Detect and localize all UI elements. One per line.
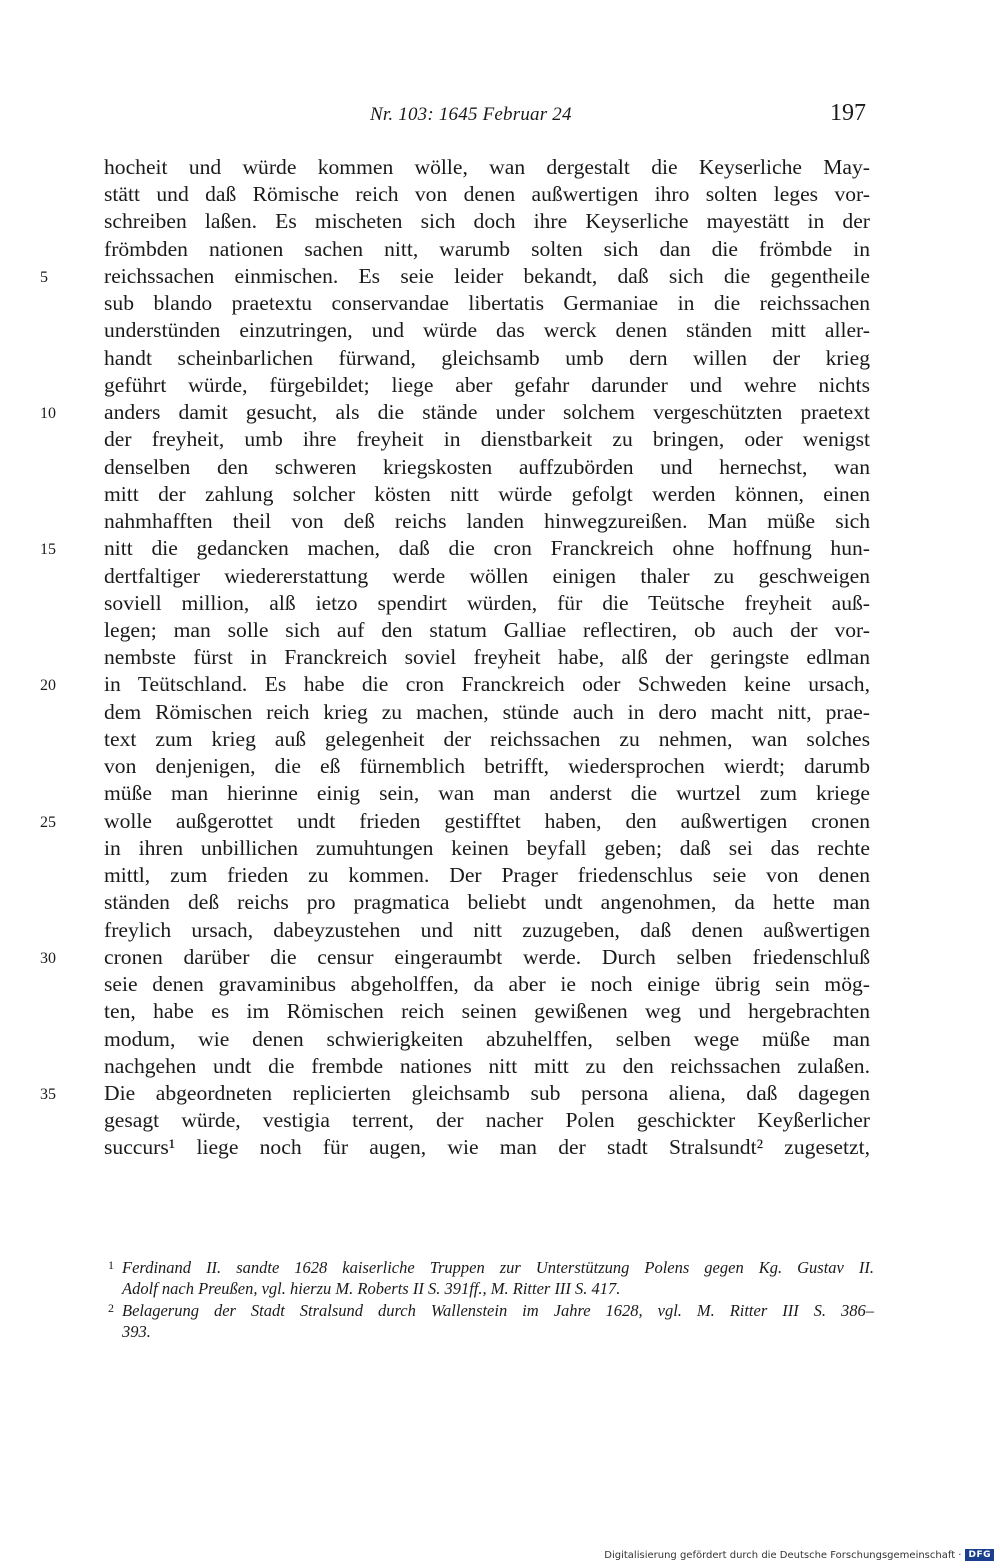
text-line bbox=[104, 862, 870, 889]
line-text: nitt die gedancken machen, daß die cron Franckreich ohne hoffnung hun- bbox=[104, 536, 870, 561]
text-line bbox=[104, 1053, 870, 1080]
text-line bbox=[104, 454, 870, 481]
text-line bbox=[40, 263, 870, 290]
line-text: frömbden nationen sachen nitt, warumb solten sich dan die frömbde in bbox=[104, 236, 870, 261]
text-line bbox=[104, 372, 870, 399]
footnote-line bbox=[104, 1257, 874, 1278]
line-text: soviell million, alß ietzo spendirt würden, für die Teütsche freyheit auß- bbox=[104, 590, 870, 615]
line-text: müße man hierinne einig sein, wan man anderst die wurtzel zum kriege bbox=[104, 781, 870, 806]
line-text: dertfaltiger wiedererstattung werde wöllen einigen thaler zu geschweigen bbox=[104, 563, 870, 588]
text-line bbox=[104, 889, 870, 916]
line-text: nahmhafften theil von deß reichs landen hinwegzureißen. Man müße sich bbox=[104, 509, 870, 534]
line-text: schreiben laßen. Es mischeten sich doch ihre Keyserliche mayestätt in der bbox=[104, 209, 870, 234]
text-line bbox=[104, 1107, 870, 1134]
text-line bbox=[104, 181, 870, 208]
line-text: nachgehen undt die frembde nationes nitt mitt zu den reichssachen zulaßen. bbox=[104, 1053, 870, 1078]
line-text: reichssachen einmischen. Es seie leider bekandt, daß sich die gegentheile bbox=[104, 263, 870, 288]
text-line bbox=[104, 290, 870, 317]
text-line bbox=[104, 971, 870, 998]
text-line bbox=[104, 917, 870, 944]
text-line bbox=[104, 617, 870, 644]
line-number: 10 bbox=[40, 405, 56, 423]
footnote-line bbox=[104, 1278, 874, 1299]
line-text: mittl, zum frieden zu kommen. Der Prager friedenschlus seie von denen bbox=[104, 863, 870, 888]
text-line bbox=[104, 317, 870, 344]
text-line bbox=[104, 1134, 870, 1161]
line-text: hocheit und würde kommen wölle, wan dergestalt die Keyserliche May- bbox=[104, 155, 870, 179]
text-line bbox=[104, 644, 870, 671]
line-text: text zum krieg auß gelegenheit der reichssachen zu nehmen, wan solches bbox=[104, 726, 870, 751]
text-line bbox=[104, 590, 870, 617]
line-text: cronen darüber die censur eingeraumbt werde. Durch selben friedenschluß bbox=[104, 944, 870, 969]
footnote-mark: 2 bbox=[108, 1300, 114, 1315]
line-text: gesagt würde, vestigia terrent, der nacher Polen geschickter Keyßerlicher bbox=[104, 1108, 870, 1133]
text-line bbox=[104, 998, 870, 1025]
line-text: wolle außgerottet undt frieden gestifftet haben, den außwertigen cronen bbox=[104, 808, 870, 833]
line-text: freylich ursach, dabeyzustehen und nitt zuzugeben, daß denen außwertigen bbox=[104, 917, 870, 942]
line-text: mitt der zahlung solcher kösten nitt würde gefolgt werden können, einen bbox=[104, 481, 870, 506]
footnotes bbox=[104, 1257, 874, 1343]
line-text: sub blando praetextu conservandae libertatis Germaniae in die reichssachen bbox=[104, 291, 870, 316]
line-text: succurs¹ liege noch für augen, wie man der stadt Stralsundt² zugesetzt, bbox=[104, 1135, 870, 1160]
text-line bbox=[104, 481, 870, 508]
text-line bbox=[104, 508, 870, 535]
line-text: geführt würde, fürgebildet; liege aber gefahr darunder und wehre nichts bbox=[104, 372, 870, 397]
line-number: 5 bbox=[40, 268, 48, 286]
dfg-logo: DFG bbox=[965, 1549, 994, 1561]
line-text: der freyheit, umb ihre freyheit in dienstbarkeit zu bringen, oder wenigst bbox=[104, 427, 870, 452]
footnote-text: Ferdinand II. sandte 1628 kaiserliche Truppen zur Unterstützung Polens gegen Kg. Gustav II. bbox=[122, 1258, 874, 1277]
line-text: nembste fürst in Franckreich soviel freyheit habe, alß der geringste edlman bbox=[104, 645, 870, 670]
footnote-text: Adolf nach Preußen, vgl. hierzu M. Roberts II S. 391ff., M. Ritter III S. 417. bbox=[122, 1279, 621, 1299]
line-text: modum, wie denen schwierigkeiten abzuhelffen, selben wege müße man bbox=[104, 1026, 870, 1051]
text-line bbox=[104, 154, 870, 181]
text-line bbox=[40, 808, 870, 835]
body-text bbox=[40, 154, 870, 1162]
line-text: denselben den schweren kriegskosten auffzubörden und hernechst, wan bbox=[104, 454, 870, 479]
text-line bbox=[40, 1080, 870, 1107]
footnote-line bbox=[104, 1300, 874, 1321]
line-text: ten, habe es im Römischen reich seinen gewißenen weg und hergebrachten bbox=[104, 999, 870, 1024]
text-line bbox=[104, 753, 870, 780]
line-text: ständen deß reichs pro pragmatica beliebt undt angenohmen, da hette man bbox=[104, 890, 870, 915]
line-text: dem Römischen reich krieg zu machen, stünde auch in dero macht nitt, prae- bbox=[104, 699, 870, 724]
line-text: understünden einzutringen, und würde das werck denen ständen mitt aller- bbox=[104, 318, 870, 343]
text-line bbox=[104, 699, 870, 726]
line-text: in Teütschland. Es habe die cron Franckreich oder Schweden keine ursach, bbox=[104, 672, 870, 697]
line-text: in ihren unbillichen zumuhtungen keinen beyfall geben; daß sei das rechte bbox=[104, 835, 870, 860]
line-text: seie denen gravaminibus abgeholffen, da aber ie noch einige übrig sein mög- bbox=[104, 972, 870, 997]
line-text: handt scheinbarlichen fürwand, gleichsamb umb dern willen der krieg bbox=[104, 345, 870, 370]
credit-text: Digitalisierung gefördert durch die Deutsche Forschungsgemeinschaft · bbox=[604, 1549, 962, 1561]
text-line bbox=[104, 563, 870, 590]
digitization-credit bbox=[604, 1547, 994, 1563]
text-line bbox=[104, 426, 870, 453]
footnote-text: 393. bbox=[122, 1322, 151, 1342]
text-line bbox=[40, 944, 870, 971]
text-line bbox=[40, 671, 870, 698]
text-line bbox=[40, 535, 870, 562]
line-number: 20 bbox=[40, 677, 56, 695]
page-number: 197 bbox=[830, 100, 866, 126]
footnote-mark: 1 bbox=[108, 1258, 114, 1272]
footnote-text: Belagerung der Stadt Stralsund durch Wallenstein im Jahre 1628, vgl. M. Ritter III S. 386– bbox=[122, 1300, 874, 1320]
text-line bbox=[104, 345, 870, 372]
footnote-line bbox=[104, 1321, 874, 1342]
line-text: anders damit gesucht, als die stände under solchem vergeschützten praetext bbox=[104, 400, 870, 425]
text-line bbox=[104, 236, 870, 263]
text-line bbox=[104, 780, 870, 807]
text-line bbox=[104, 208, 870, 235]
footnote bbox=[104, 1300, 874, 1343]
footnote bbox=[104, 1257, 874, 1300]
line-text: Die abgeordneten replicierten gleichsamb sub persona aliena, daß dagegen bbox=[104, 1080, 870, 1105]
running-title: Nr. 103: 1645 Februar 24 bbox=[370, 104, 572, 125]
text-line bbox=[104, 726, 870, 753]
line-text: von denjenigen, die eß fürnemblich betrifft, wiedersprochen wierdt; darumb bbox=[104, 754, 870, 779]
line-number: 25 bbox=[40, 813, 56, 831]
line-number: 15 bbox=[40, 541, 56, 559]
running-header bbox=[100, 100, 870, 130]
line-number: 30 bbox=[40, 949, 56, 967]
line-text: legen; man solle sich auf den statum Galliae reflectiren, ob auch der vor- bbox=[104, 617, 870, 642]
line-text: stätt und daß Römische reich von denen außwertigen ihro solten leges vor- bbox=[104, 182, 870, 207]
text-line bbox=[104, 835, 870, 862]
text-line bbox=[104, 1026, 870, 1053]
line-number: 35 bbox=[40, 1085, 56, 1103]
text-line bbox=[40, 399, 870, 426]
